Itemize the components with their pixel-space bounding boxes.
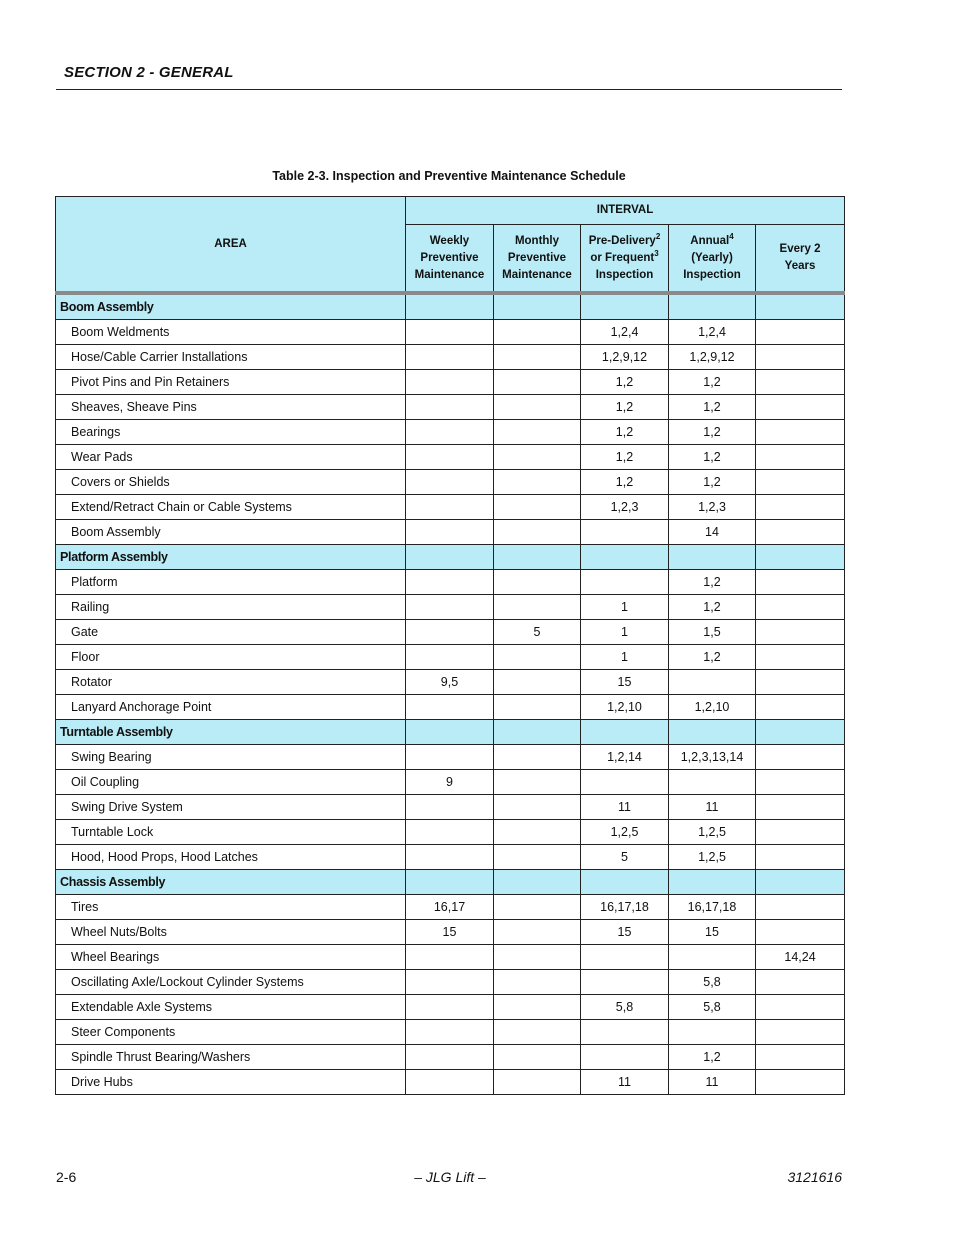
document-number: 3121616	[787, 1169, 842, 1185]
group-cell	[669, 870, 756, 895]
weekly-cell	[406, 820, 494, 845]
annual-cell: 1,2	[669, 395, 756, 420]
area-cell: Hose/Cable Carrier Installations	[56, 345, 406, 370]
weekly-cell	[406, 795, 494, 820]
area-cell: Spindle Thrust Bearing/Washers	[56, 1045, 406, 1070]
table-row	[56, 445, 845, 470]
area-cell: Railing	[56, 595, 406, 620]
table-row	[56, 770, 845, 795]
table-row	[56, 945, 845, 970]
group-row	[56, 870, 845, 895]
area-cell: Bearings	[56, 420, 406, 445]
every2-cell: 14,24	[756, 945, 845, 970]
weekly-cell	[406, 970, 494, 995]
every2-cell	[756, 345, 845, 370]
annual-cell: 1,2,9,12	[669, 345, 756, 370]
header-monthly	[494, 225, 581, 294]
area-cell: Swing Bearing	[56, 745, 406, 770]
table-row	[56, 345, 845, 370]
every2-cell	[756, 920, 845, 945]
annual-cell	[669, 1020, 756, 1045]
every2-cell	[756, 520, 845, 545]
group-cell	[494, 720, 581, 745]
area-cell: Sheaves, Sheave Pins	[56, 395, 406, 420]
table-row	[56, 970, 845, 995]
weekly-cell	[406, 1070, 494, 1095]
header-every2-line2: Years	[784, 260, 816, 272]
header-weekly-line3: Maintenance	[414, 268, 485, 281]
area-cell: Lanyard Anchorage Point	[56, 695, 406, 720]
section-header: SECTION 2 - GENERAL	[64, 64, 234, 81]
page-number: 2-6	[56, 1169, 77, 1185]
annual-cell: 5,8	[669, 995, 756, 1020]
predelivery-cell	[581, 945, 669, 970]
predelivery-cell: 1,2,5	[581, 820, 669, 845]
group-cell	[581, 870, 669, 895]
area-cell: Hood, Hood Props, Hood Latches	[56, 845, 406, 870]
group-cell	[406, 293, 494, 320]
table-row	[56, 370, 845, 395]
footer-publisher: – JLG Lift –	[414, 1169, 486, 1185]
group-cell	[494, 293, 581, 320]
predelivery-cell: 1,2	[581, 395, 669, 420]
every2-cell	[756, 1070, 845, 1095]
weekly-cell	[406, 370, 494, 395]
weekly-cell: 15	[406, 920, 494, 945]
weekly-cell	[406, 445, 494, 470]
weekly-cell	[406, 1020, 494, 1045]
monthly-cell	[494, 470, 581, 495]
annual-cell: 1,2	[669, 370, 756, 395]
annual-cell: 1,2,10	[669, 695, 756, 720]
every2-cell	[756, 770, 845, 795]
weekly-cell	[406, 845, 494, 870]
header-annual-line2: (Yearly)	[691, 251, 733, 264]
weekly-cell	[406, 595, 494, 620]
every2-cell	[756, 820, 845, 845]
table-row	[56, 845, 845, 870]
every2-cell	[756, 695, 845, 720]
every2-cell	[756, 395, 845, 420]
weekly-cell	[406, 570, 494, 595]
table-row	[56, 395, 845, 420]
area-cell: Oscillating Axle/Lockout Cylinder Systems	[56, 970, 406, 995]
header-weekly-line2: Preventive	[420, 251, 479, 264]
predelivery-cell: 1	[581, 645, 669, 670]
predelivery-cell	[581, 970, 669, 995]
header-weekly	[406, 225, 494, 294]
header-predelivery-line3: Inspection	[595, 268, 654, 281]
every2-cell	[756, 745, 845, 770]
area-cell: Wheel Bearings	[56, 945, 406, 970]
table-row	[56, 820, 845, 845]
area-cell: Wheel Nuts/Bolts	[56, 920, 406, 945]
predelivery-cell	[581, 1045, 669, 1070]
area-cell: Floor	[56, 645, 406, 670]
header-every2-line1: Every 2	[779, 243, 821, 255]
area-cell: Boom Assembly	[56, 520, 406, 545]
weekly-cell	[406, 995, 494, 1020]
group-cell	[406, 870, 494, 895]
every2-cell	[756, 995, 845, 1020]
predelivery-cell: 1,2	[581, 420, 669, 445]
table-row	[56, 895, 845, 920]
area-cell: Extend/Retract Chain or Cable Systems	[56, 495, 406, 520]
monthly-cell	[494, 945, 581, 970]
table-row	[56, 1045, 845, 1070]
every2-cell	[756, 845, 845, 870]
monthly-cell	[494, 320, 581, 345]
annual-cell: 11	[669, 1070, 756, 1095]
annual-cell: 1,2	[669, 645, 756, 670]
monthly-cell	[494, 920, 581, 945]
table-row	[56, 645, 845, 670]
group-cell	[406, 545, 494, 570]
annual-cell: 16,17,18	[669, 895, 756, 920]
predelivery-cell: 1,2	[581, 445, 669, 470]
header-predelivery-line1: Pre-Delivery	[588, 234, 656, 247]
predelivery-cell: 1,2,10	[581, 695, 669, 720]
monthly-cell	[494, 995, 581, 1020]
header-annual-sup1: 4	[729, 231, 734, 241]
weekly-cell	[406, 320, 494, 345]
monthly-cell	[494, 370, 581, 395]
annual-cell: 1,2	[669, 420, 756, 445]
header-monthly-line2: Preventive	[507, 251, 567, 264]
annual-cell: 1,2	[669, 595, 756, 620]
predelivery-cell: 1,2,9,12	[581, 345, 669, 370]
monthly-cell	[494, 770, 581, 795]
header-monthly-line3: Maintenance	[502, 268, 572, 281]
group-cell	[581, 720, 669, 745]
monthly-cell	[494, 395, 581, 420]
every2-cell	[756, 320, 845, 345]
area-cell: Pivot Pins and Pin Retainers	[56, 370, 406, 395]
group-label: Boom Assembly	[56, 293, 406, 320]
annual-cell	[669, 670, 756, 695]
predelivery-cell: 1,2,4	[581, 320, 669, 345]
every2-cell	[756, 595, 845, 620]
group-cell	[669, 545, 756, 570]
monthly-cell	[494, 495, 581, 520]
area-cell: Boom Weldments	[56, 320, 406, 345]
every2-cell	[756, 570, 845, 595]
weekly-cell	[406, 620, 494, 645]
every2-cell	[756, 1020, 845, 1045]
annual-cell: 1,2,5	[669, 845, 756, 870]
every2-cell	[756, 420, 845, 445]
table-row	[56, 470, 845, 495]
header-predelivery-sup2: 3	[654, 248, 659, 258]
monthly-cell	[494, 820, 581, 845]
monthly-cell	[494, 520, 581, 545]
predelivery-cell: 11	[581, 795, 669, 820]
area-cell: Swing Drive System	[56, 795, 406, 820]
table-row	[56, 745, 845, 770]
group-label: Turntable Assembly	[56, 720, 406, 745]
monthly-cell	[494, 970, 581, 995]
annual-cell: 1,2,5	[669, 820, 756, 845]
group-cell	[756, 545, 845, 570]
every2-cell	[756, 445, 845, 470]
group-cell	[581, 545, 669, 570]
annual-cell: 1,5	[669, 620, 756, 645]
group-row	[56, 293, 845, 320]
header-weekly-line1: Weekly	[429, 234, 470, 247]
predelivery-cell: 11	[581, 1070, 669, 1095]
predelivery-cell	[581, 570, 669, 595]
predelivery-cell	[581, 1020, 669, 1045]
monthly-cell	[494, 895, 581, 920]
area-cell: Tires	[56, 895, 406, 920]
header-rule	[56, 89, 842, 90]
table-row	[56, 695, 845, 720]
header-annual-line3: Inspection	[683, 268, 741, 281]
every2-cell	[756, 795, 845, 820]
table-row	[56, 520, 845, 545]
predelivery-cell	[581, 520, 669, 545]
monthly-cell	[494, 845, 581, 870]
weekly-cell	[406, 945, 494, 970]
every2-cell	[756, 970, 845, 995]
header-annual	[669, 225, 756, 294]
weekly-cell	[406, 470, 494, 495]
every2-cell	[756, 620, 845, 645]
area-cell: Drive Hubs	[56, 1070, 406, 1095]
area-cell: Turntable Lock	[56, 820, 406, 845]
group-label: Chassis Assembly	[56, 870, 406, 895]
annual-cell: 1,2	[669, 570, 756, 595]
area-cell: Gate	[56, 620, 406, 645]
group-cell	[756, 870, 845, 895]
weekly-cell: 9,5	[406, 670, 494, 695]
monthly-cell	[494, 795, 581, 820]
area-cell: Oil Coupling	[56, 770, 406, 795]
monthly-cell	[494, 745, 581, 770]
predelivery-cell: 1,2,3	[581, 495, 669, 520]
header-every-2-years	[756, 225, 845, 294]
monthly-cell	[494, 445, 581, 470]
schedule-body	[56, 293, 845, 1095]
table-row	[56, 420, 845, 445]
header-interval: INTERVAL	[406, 197, 845, 225]
area-cell: Extendable Axle Systems	[56, 995, 406, 1020]
group-cell	[669, 720, 756, 745]
annual-cell	[669, 770, 756, 795]
monthly-cell	[494, 570, 581, 595]
table-row	[56, 670, 845, 695]
table-row	[56, 1070, 845, 1095]
annual-cell: 1,2	[669, 445, 756, 470]
header-row-interval	[56, 197, 845, 225]
table-title: Table 2-3. Inspection and Preventive Maintenance Schedule	[272, 169, 626, 183]
monthly-cell	[494, 1045, 581, 1070]
group-cell	[494, 870, 581, 895]
table-row	[56, 495, 845, 520]
monthly-cell	[494, 1070, 581, 1095]
weekly-cell	[406, 645, 494, 670]
table-row	[56, 570, 845, 595]
predelivery-cell: 1,2,14	[581, 745, 669, 770]
table-row	[56, 995, 845, 1020]
header-monthly-line1: Monthly	[514, 234, 560, 247]
monthly-cell	[494, 595, 581, 620]
predelivery-cell: 16,17,18	[581, 895, 669, 920]
group-cell	[756, 720, 845, 745]
predelivery-cell: 5,8	[581, 995, 669, 1020]
table-row	[56, 620, 845, 645]
predelivery-cell: 1	[581, 620, 669, 645]
table-row	[56, 920, 845, 945]
header-predelivery-sup1: 2	[655, 231, 661, 241]
predelivery-cell: 1,2	[581, 370, 669, 395]
annual-cell: 1,2,4	[669, 320, 756, 345]
header-predelivery	[581, 225, 669, 294]
weekly-cell	[406, 395, 494, 420]
predelivery-cell: 1,2	[581, 470, 669, 495]
every2-cell	[756, 895, 845, 920]
monthly-cell	[494, 645, 581, 670]
annual-cell	[669, 945, 756, 970]
table-row	[56, 795, 845, 820]
weekly-cell	[406, 520, 494, 545]
weekly-cell	[406, 745, 494, 770]
area-cell: Covers or Shields	[56, 470, 406, 495]
weekly-cell: 9	[406, 770, 494, 795]
table-row	[56, 1020, 845, 1045]
annual-cell: 14	[669, 520, 756, 545]
group-label: Platform Assembly	[56, 545, 406, 570]
every2-cell	[756, 670, 845, 695]
weekly-cell	[406, 345, 494, 370]
group-row	[56, 545, 845, 570]
annual-cell: 1,2,3,13,14	[669, 745, 756, 770]
area-cell: Wear Pads	[56, 445, 406, 470]
area-cell: Platform	[56, 570, 406, 595]
group-row	[56, 720, 845, 745]
group-cell	[756, 293, 845, 320]
every2-cell	[756, 645, 845, 670]
predelivery-cell: 15	[581, 920, 669, 945]
every2-cell	[756, 470, 845, 495]
predelivery-cell	[581, 770, 669, 795]
weekly-cell	[406, 695, 494, 720]
monthly-cell	[494, 345, 581, 370]
group-cell	[669, 293, 756, 320]
every2-cell	[756, 495, 845, 520]
table-row	[56, 320, 845, 345]
monthly-cell: 5	[494, 620, 581, 645]
predelivery-cell: 15	[581, 670, 669, 695]
weekly-cell: 16,17	[406, 895, 494, 920]
header-annual-line1: Annual	[690, 234, 730, 247]
group-cell	[581, 293, 669, 320]
every2-cell	[756, 370, 845, 395]
monthly-cell	[494, 1020, 581, 1045]
group-cell	[406, 720, 494, 745]
annual-cell: 15	[669, 920, 756, 945]
maintenance-schedule-table	[55, 196, 845, 1095]
area-cell: Steer Components	[56, 1020, 406, 1045]
annual-cell: 1,2	[669, 470, 756, 495]
table-row	[56, 595, 845, 620]
monthly-cell	[494, 420, 581, 445]
area-cell: Rotator	[56, 670, 406, 695]
annual-cell: 1,2,3	[669, 495, 756, 520]
weekly-cell	[406, 420, 494, 445]
every2-cell	[756, 1045, 845, 1070]
monthly-cell	[494, 670, 581, 695]
annual-cell: 11	[669, 795, 756, 820]
weekly-cell	[406, 1045, 494, 1070]
monthly-cell	[494, 695, 581, 720]
predelivery-cell: 5	[581, 845, 669, 870]
group-cell	[494, 545, 581, 570]
header-predelivery-line2: or Frequent	[590, 251, 655, 264]
predelivery-cell: 1	[581, 595, 669, 620]
annual-cell: 1,2	[669, 1045, 756, 1070]
weekly-cell	[406, 495, 494, 520]
annual-cell: 5,8	[669, 970, 756, 995]
header-area: AREA	[56, 197, 406, 294]
